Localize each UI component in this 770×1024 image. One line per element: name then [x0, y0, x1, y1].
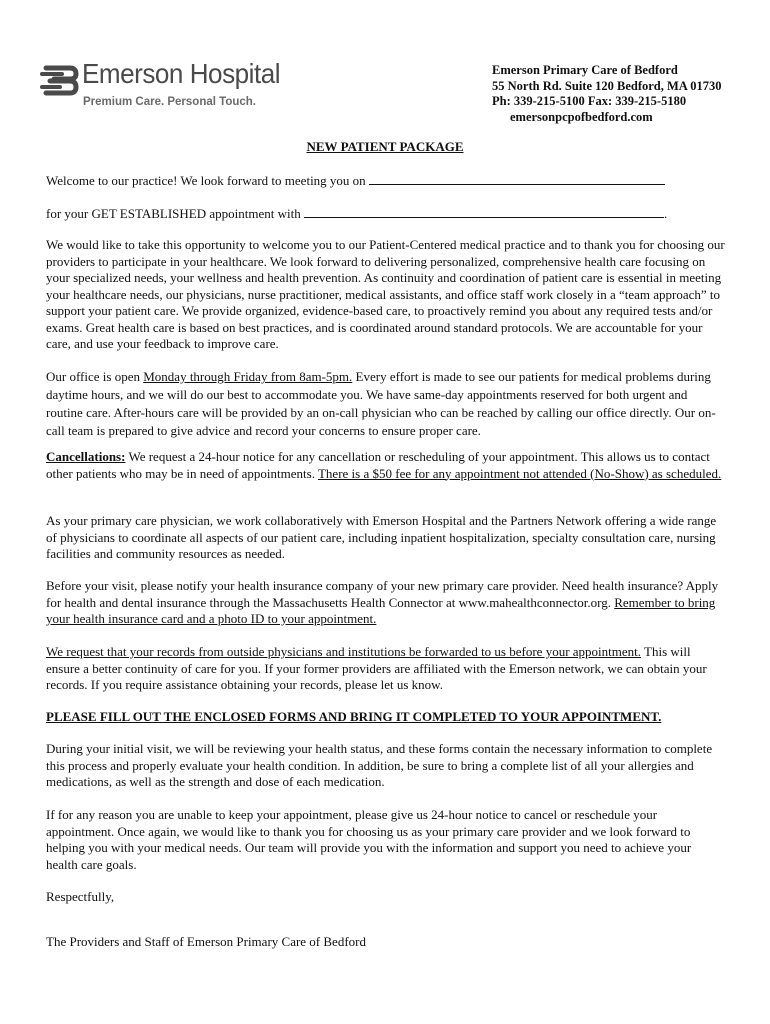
insurance-reminder: Remember to bring your health insurance card and a photo ID to your appointment.: [46, 594, 716, 626]
records-request: We request that your records from outside physicians and institutions be forwarded to us before your appointment.: [46, 644, 642, 659]
emerson-logo-icon: [40, 60, 80, 100]
practice-address: [492, 63, 722, 125]
pcp-paragraph: [46, 513, 726, 563]
signoff: Respectfully,: [46, 889, 115, 904]
closing-paragraph: [46, 807, 726, 873]
intro-text: We would like to take this opportunity to welcome you to our Patient-Centered medical practice and to thank you for choosing our providers to participate in your healthcare. We look forward to delivering personalized, comprehensive health care focusing on your specialized needs, your wellness and health prevention. As continuity and coordination of patient care is essential in meeting your healthcare needs, our physicians, nurse practitioner, medical assistants, and office staff work closely in a “team approach” to support your patient care. We provide organized, evidence-based care, to proactively remind you about any required tests and/or exams. Great health care is based on best practices, and is coordinated around standard protocols. We are accountable for your care, and use your feedback to improve care.: [46, 237, 725, 351]
provider-name-blank[interactable]: [304, 205, 664, 218]
logo-name: Emerson Hospital: [82, 58, 281, 89]
closing-text: If for any reason you are unable to keep your appointment, please give us 24-hour notice to cancel or reschedule your appointment. Once again, we would like to thank you for choosing us as your primary care provider and we look forward to helping you with your medical needs. Our team will provide you with the information and support you need to achieve your health care goals.: [46, 807, 692, 872]
welcome-text: Welcome to our practice! We look forward to meeting you on: [46, 173, 366, 188]
cancellation-paragraph: [46, 449, 726, 482]
street-address: 55 North Rd. Suite 120 Bedford, MA 01730: [492, 78, 722, 93]
cancellation-text: We request a 24-hour notice for any cancellation or rescheduling of your appointment. This allows us to contact other patients who may be in need of appointments.: [46, 449, 710, 481]
hours-pre: Our office is open: [46, 369, 144, 384]
no-show-fee: There is a $50 fee for any appointment not attended (No-Show) as scheduled.: [317, 465, 722, 481]
records-text: This will ensure a better continuity of care for you. If your former providers are affiliated with the Emerson network, we can obtain your records. If you require assistance obtaining your records, please let us know.: [46, 644, 707, 692]
visit-paragraph: [46, 741, 726, 791]
phone-fax: Ph: 339-215-5100 Fax: 339-215-5180: [492, 94, 687, 108]
pcp-text: As your primary care physician, we work collaboratively with Emerson Hospital and the Partners Network offering a wide range of physicians to coordinate all aspects of our patient care, including inpatient hospitalization, specialty consultation care, nursing facilities and community resources as needed.: [46, 513, 717, 561]
insurance-paragraph: [46, 578, 726, 628]
cancellations-label: Cancellations:: [46, 449, 126, 464]
website: emersonpcpofbedford.com: [510, 109, 653, 124]
hours-post: Every effort is made to see our patients for medical problems during daytime hours, and we will do our best to accommodate you. We have same-day appointments reserved for both urgent and routine care. After-hours care will be provided by an on-call physician who can be reached by calling our office directly. Our on-call team is prepared to give advice and record your concerns to ensure proper care.: [46, 369, 716, 438]
records-paragraph: [46, 644, 726, 694]
hours-paragraph: [46, 368, 726, 440]
appointment-with-text: for your GET ESTABLISHED appointment with: [46, 206, 301, 221]
forms-notice: PLEASE FILL OUT THE ENCLOSED FORMS AND BRING IT COMPLETED TO YOUR APPOINTMENT.: [46, 709, 662, 724]
welcome-line-2: [46, 205, 726, 223]
visit-text: During your initial visit, we will be reviewing your health status, and these forms contain the necessary information to complete this process and properly evaluate your health condition. In addition, be sure to bring a complete list of all your allergies and medications, as well as the strength and dose of each medication.: [46, 741, 713, 789]
page-title: NEW PATIENT PACKAGE: [306, 139, 464, 154]
appointment-date-blank[interactable]: [369, 172, 665, 185]
logo-tagline: Premium Care. Personal Touch.: [83, 96, 256, 108]
period: .: [663, 206, 668, 221]
emerson-hospital-logo: [40, 58, 310, 118]
practice-name: Emerson Primary Care of Bedford: [492, 63, 678, 77]
signature: The Providers and Staff of Emerson Primary Care of Bedford: [46, 934, 366, 949]
welcome-line-1: [46, 172, 726, 190]
office-hours: Monday through Friday from 8am-5pm.: [143, 369, 353, 384]
intro-paragraph: [46, 237, 726, 353]
insurance-text: Before your visit, please notify your health insurance company of your new primary care provider. Need health insurance? Apply for health and dental insurance through the Massachusetts Health Connector at www.mahealthconnector.org.: [46, 578, 719, 610]
